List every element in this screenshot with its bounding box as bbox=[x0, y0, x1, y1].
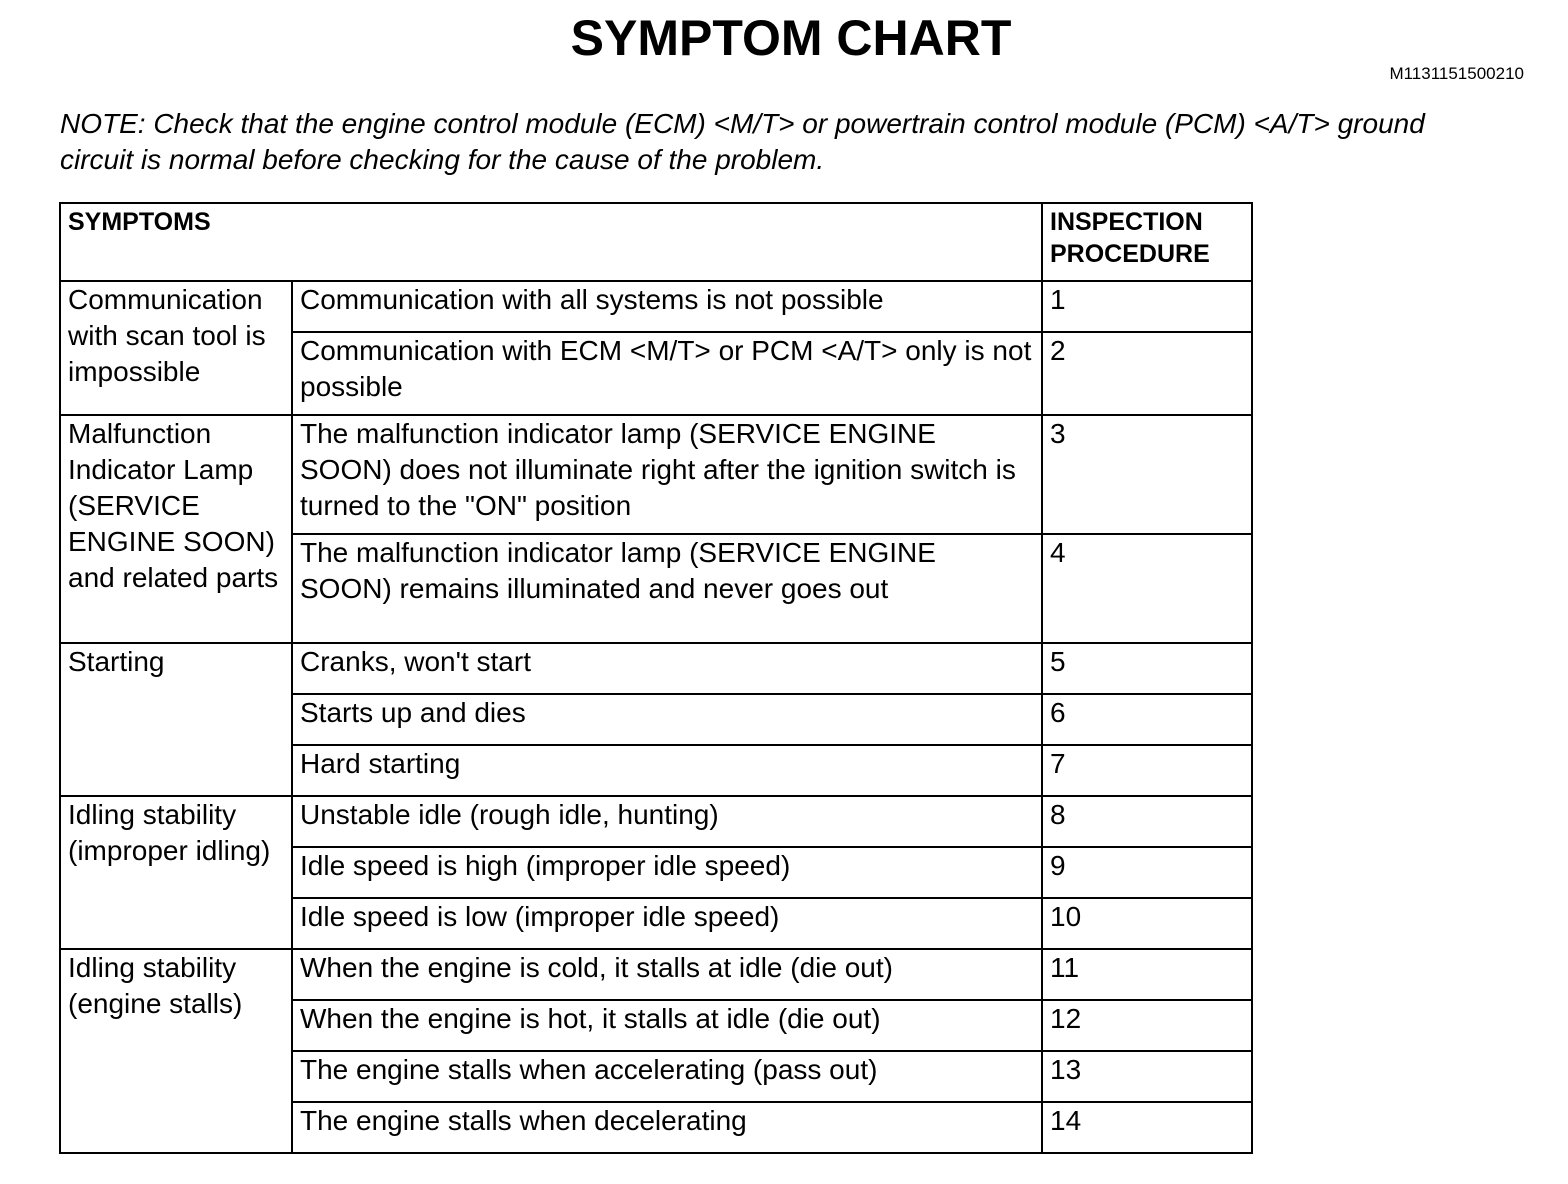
table-row bbox=[60, 643, 1252, 694]
procedure-cell: 2 bbox=[1042, 332, 1252, 415]
symptom-category: Starting bbox=[60, 643, 292, 796]
procedure-cell: 5 bbox=[1042, 643, 1252, 694]
symptom-cell: When the engine is cold, it stalls at idle (die out) bbox=[292, 949, 1042, 1000]
document-id: M1131151500210 bbox=[1389, 64, 1524, 83]
symptom-cell: The malfunction indicator lamp (SERVICE ENGINE SOON) does not illuminate right after the ignition switch is turned to the "ON" position bbox=[292, 415, 1042, 534]
symptom-category: Idling stability (engine stalls) bbox=[60, 949, 292, 1153]
procedure-cell: 13 bbox=[1042, 1051, 1252, 1102]
header-symptoms: SYMPTOMS bbox=[60, 203, 1042, 281]
symptom-cell: Communication with all systems is not possible bbox=[292, 281, 1042, 332]
procedure-cell: 10 bbox=[1042, 898, 1252, 949]
table-row bbox=[60, 281, 1252, 332]
symptom-cell: Idle speed is high (improper idle speed) bbox=[292, 847, 1042, 898]
symptom-cell: Cranks, won't start bbox=[292, 643, 1042, 694]
procedure-cell: 9 bbox=[1042, 847, 1252, 898]
symptom-category: Malfunction Indicator Lamp (SERVICE ENGINE SOON) and related parts bbox=[60, 415, 292, 643]
symptom-cell: The engine stalls when accelerating (pass out) bbox=[292, 1051, 1042, 1102]
symptom-cell: Idle speed is low (improper idle speed) bbox=[292, 898, 1042, 949]
symptom-category: Communication with scan tool is impossible bbox=[60, 281, 292, 415]
header-row bbox=[60, 203, 1252, 281]
procedure-cell: 1 bbox=[1042, 281, 1252, 332]
symptom-cell: Starts up and dies bbox=[292, 694, 1042, 745]
symptom-cell: Communication with ECM <M/T> or PCM <A/T> only is not possible bbox=[292, 332, 1042, 415]
symptom-cell: The malfunction indicator lamp (SERVICE ENGINE SOON) remains illuminated and never goes out bbox=[292, 534, 1042, 643]
procedure-cell: 8 bbox=[1042, 796, 1252, 847]
procedure-cell: 4 bbox=[1042, 534, 1252, 643]
symptom-cell: When the engine is hot, it stalls at idle (die out) bbox=[292, 1000, 1042, 1051]
table-row bbox=[60, 796, 1252, 847]
page-title: SYMPTOM CHART bbox=[570, 10, 1012, 66]
symptom-cell: The engine stalls when decelerating bbox=[292, 1102, 1042, 1153]
procedure-cell: 7 bbox=[1042, 745, 1252, 796]
procedure-cell: 3 bbox=[1042, 415, 1252, 534]
symptom-cell: Hard starting bbox=[292, 745, 1042, 796]
table-row bbox=[60, 949, 1252, 1000]
procedure-cell: 11 bbox=[1042, 949, 1252, 1000]
header-inspection-procedure: INSPECTION PROCEDURE bbox=[1042, 203, 1252, 281]
symptom-category: Idling stability (improper idling) bbox=[60, 796, 292, 949]
note-text: NOTE: Check that the engine control module (ECM) <M/T> or powertrain control module (PCM) <A/T> ground circuit is normal before checking for the cause of the problem. bbox=[60, 108, 1425, 175]
procedure-cell: 12 bbox=[1042, 1000, 1252, 1051]
symptom-cell: Unstable idle (rough idle, hunting) bbox=[292, 796, 1042, 847]
table-row bbox=[60, 415, 1252, 534]
procedure-cell: 14 bbox=[1042, 1102, 1252, 1153]
symptom-table bbox=[59, 202, 1253, 1154]
procedure-cell: 6 bbox=[1042, 694, 1252, 745]
